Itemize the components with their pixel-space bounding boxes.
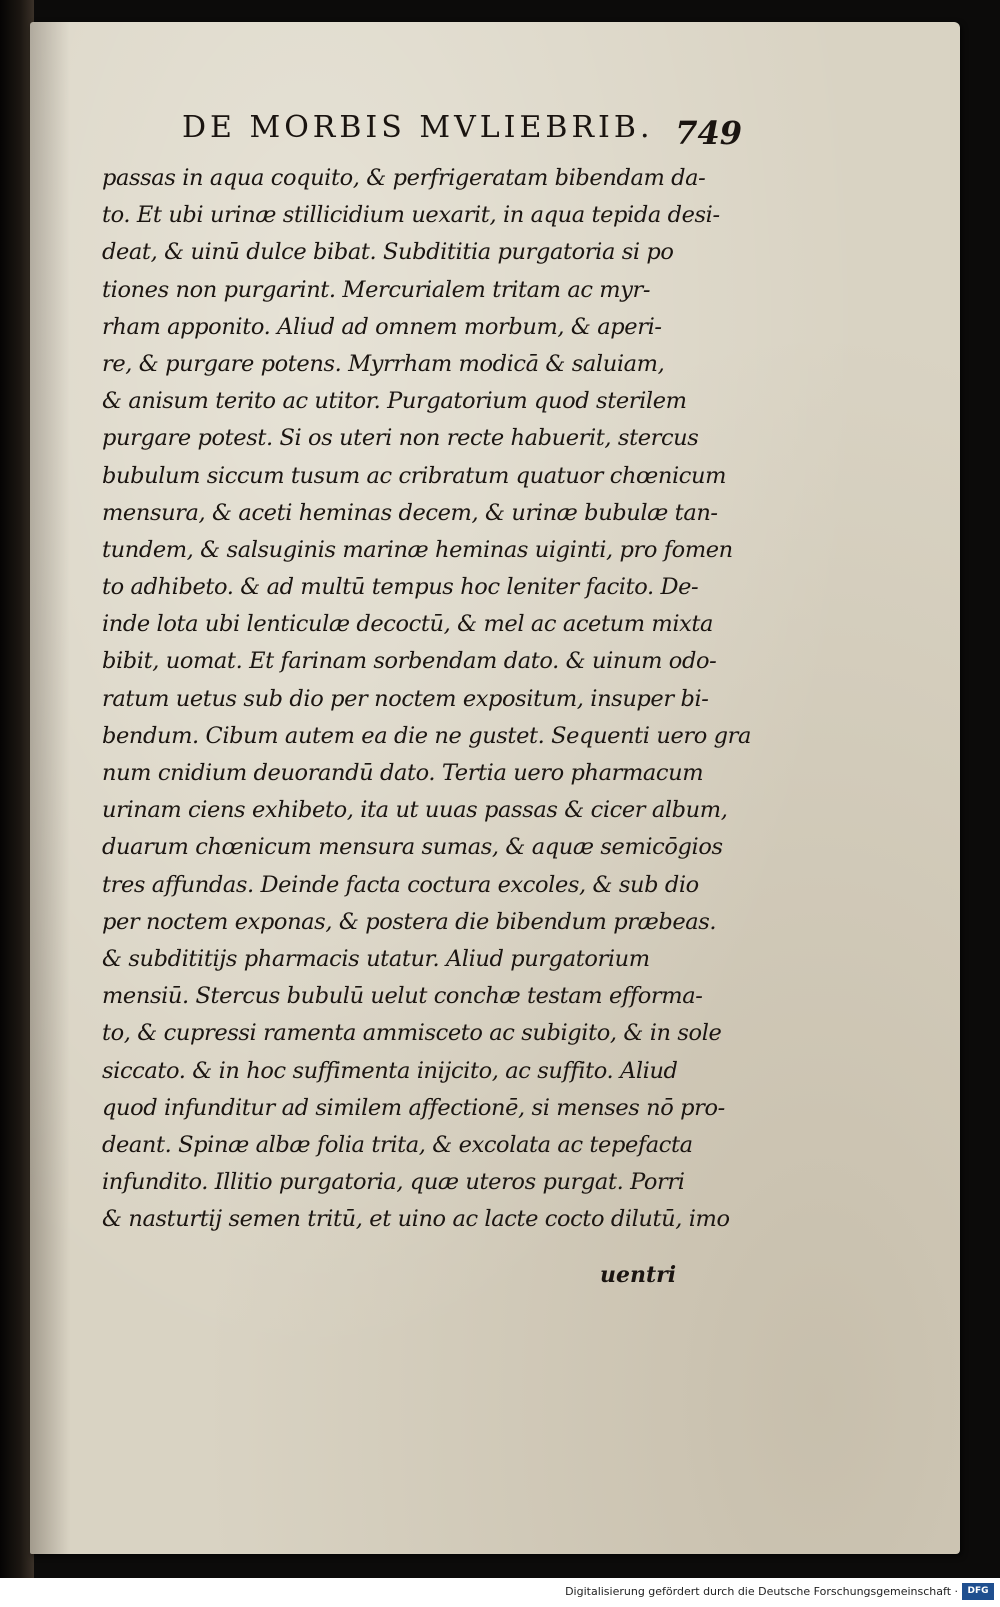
footer-bar (0, 1578, 1000, 1607)
funding-credit: Digitalisierung gefördert durch die Deutsche Forschungsgemeinschaft · (565, 1585, 958, 1598)
text-line: & subdititijs pharmacis utatur. Aliud purgatorium (102, 945, 650, 972)
body-text (102, 160, 751, 1238)
text-line: per noctem exponas, & postera die bibendum præbeas. (102, 908, 717, 935)
text-line: deant. Spinæ albæ folia trita, & excolata ac tepefacta (102, 1131, 693, 1158)
text-line: quod infunditur ad similem affectionē, si menses nō pro- (102, 1094, 725, 1121)
dfg-logo-icon: DFG (962, 1583, 994, 1600)
text-line: to, & cupressi ramenta ammisceto ac subigito, & in sole (102, 1020, 722, 1047)
text-line: ratum uetus sub dio per noctem expositum, insuper bi- (102, 685, 709, 712)
catchword: uentri (600, 1262, 677, 1288)
text-line: to. Et ubi urinæ stillicidium uexarit, in aqua tepida desi- (102, 202, 720, 229)
text-line: siccato. & in hoc suffimenta inijcito, ac suffito. Aliud (102, 1057, 678, 1084)
text-line: urinam ciens exhibeto, ita ut uuas passas & cicer album, (102, 797, 728, 824)
text-line: mensiū. Stercus bubulū uelut conchæ testam efforma- (102, 983, 703, 1010)
text-line: & nasturtij semen tritū, et uino ac lacte cocto dilutū, imo (102, 1206, 730, 1233)
text-line: duarum chœnicum mensura sumas, & aquæ semicōgios (102, 834, 723, 861)
text-line: & anisum terito ac utitor. Purgatorium quod sterilem (102, 388, 687, 415)
text-line: tundem, & salsuginis marinæ heminas uiginti, pro fomen (102, 536, 733, 563)
text-line: deat, & uinū dulce bibat. Subdititia purgatoria si po (102, 239, 674, 266)
text-line: mensura, & aceti heminas decem, & urinæ bubulæ tan- (102, 499, 718, 526)
text-line: bibit, uomat. Et farinam sorbendam dato. & uinum odo- (102, 648, 717, 675)
text-line: bendum. Cibum autem ea die ne gustet. Sequenti uero gra (102, 722, 751, 749)
text-line: re, & purgare potens. Myrrham modicā & saluiam, (102, 350, 665, 377)
text-line: bubulum siccum tusum ac cribratum quatuor chœnicum (102, 462, 727, 489)
text-line: rham apponito. Aliud ad omnem morbum, & aperi- (102, 313, 662, 340)
text-line: purgare potest. Si os uteri non recte habuerit, stercus (102, 425, 699, 452)
text-line: to adhibeto. & ad multū tempus hoc leniter facito. De- (102, 574, 699, 601)
text-line: passas in aqua coquito, & perfrigeratam bibendam da- (102, 165, 706, 191)
page-number: 749 (675, 114, 742, 152)
text-line: tres affundas. Deinde facta coctura excoles, & sub dio (102, 871, 699, 898)
text-line: inde lota ubi lenticulæ decoctū, & mel ac acetum mixta (102, 611, 714, 638)
text-line: num cnidium deuorandū dato. Tertia uero pharmacum (102, 760, 704, 786)
running-head-title: DE MORBIS MVLIEBRIB. (182, 110, 654, 145)
text-line: infundito. Illitio purgatoria, quæ uteros purgat. Porri (102, 1169, 685, 1196)
running-head (182, 110, 742, 150)
text-line: tiones non purgarint. Mercurialem tritam ac myr- (102, 276, 651, 303)
book-binding (0, 0, 34, 1607)
